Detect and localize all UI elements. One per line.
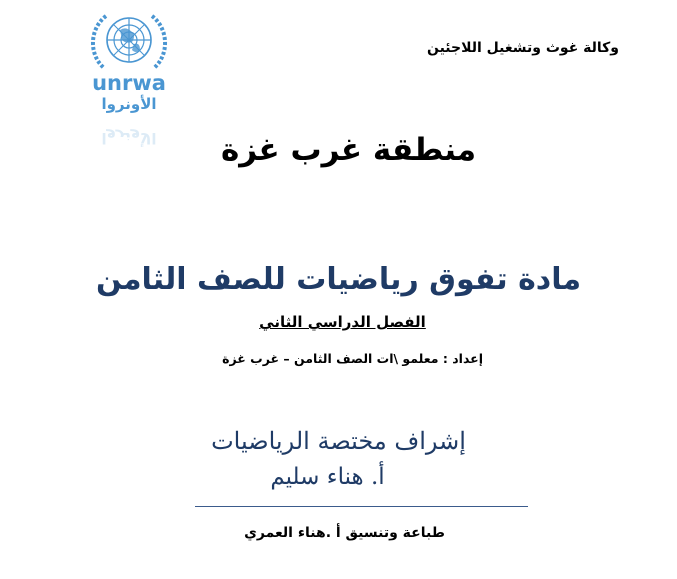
logo-arabic-text: الأونروا <box>101 95 157 113</box>
agency-name: وكالة غوث وتشغيل اللاجئين <box>426 40 619 56</box>
supervision-line: إشراف مختصة الرياضيات <box>211 427 466 455</box>
semester-heading <box>0 313 677 331</box>
logo-latin-text: unrwa <box>92 71 166 95</box>
prepared-by: إعداد : معلمو \ات الصف الثامن – غرب غزة <box>222 351 483 366</box>
divider <box>195 506 528 507</box>
printing-credit: طباعة وتنسيق أ .هناء العمري <box>244 525 445 541</box>
region-title: منطقة غرب غزة <box>220 132 477 168</box>
supervisor-name: أ. هناء سليم <box>270 464 385 490</box>
semester-text: الفصل الدراسي الثاني <box>259 313 426 331</box>
subject-title: مادة تفوق رياضيات للصف الثامن <box>95 262 582 297</box>
unrwa-logo <box>76 6 182 147</box>
logo-reflection: الأونروا <box>101 129 157 147</box>
un-emblem-icon <box>76 6 182 147</box>
